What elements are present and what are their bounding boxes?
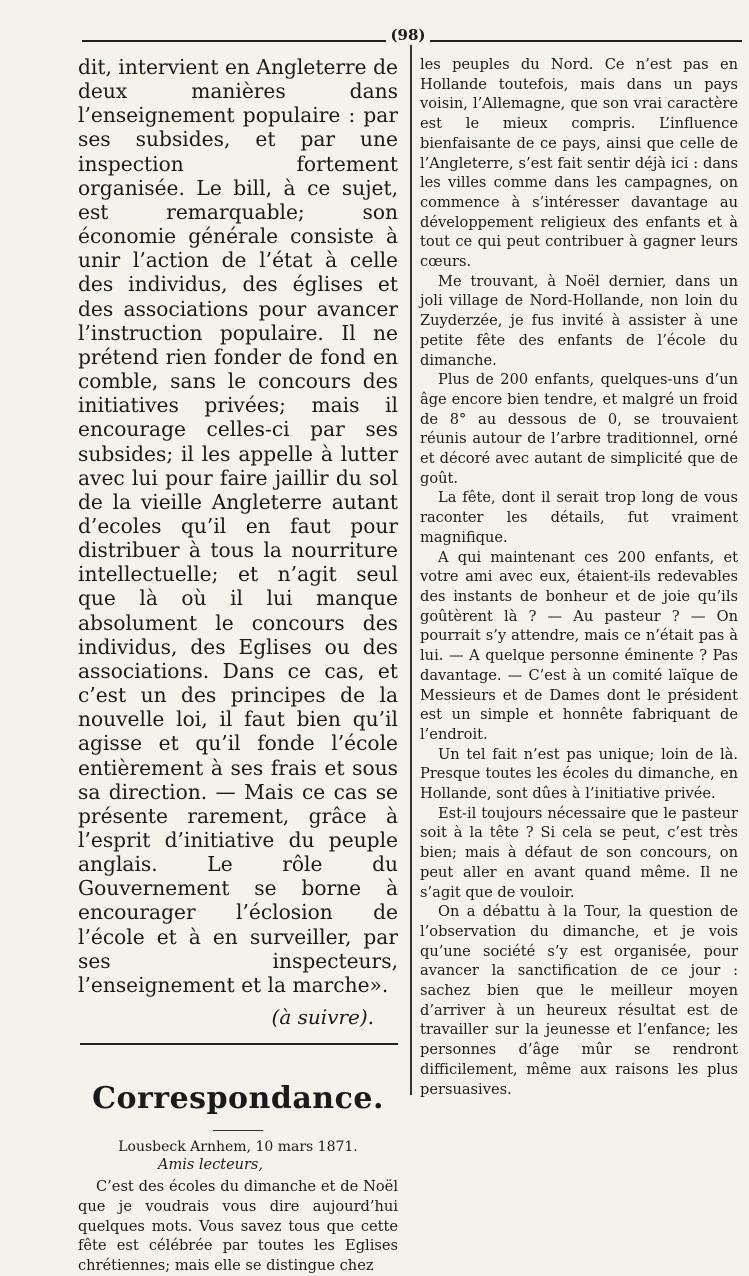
title-underline xyxy=(213,1130,263,1131)
letter-paragraph: Plus de 200 enfants, quelques-uns d’un âge encore bien tendre, et malgré un froid de 8° au dessous de 0, se trouvaient réunis autour de l’arbre traditionnel, orné et décoré avec autant de simplicité que de goût. xyxy=(420,371,738,487)
article-continuation-text: dit, intervient en Angleterre de deux manières dans l’enseignement populaire : par ses subsides, et par une inspection fortement organisée. Le bill, à ce sujet, est remarquable; son économie générale consiste à unir l’action de l’état à celle des individus, des églises et des associations pour avancer l’instruction populaire. Il ne prétend rien fonder de fond en comble, sans le concours des initiatives privées; mais il encourage celles-ci par ses subsides; il les appelle à lutter avec lui pour faire jaillir du sol de la vieille Angleterre autant d’ecoles qu’il en faut pour distribuer à tous la nourriture intellectuelle; et n’agit seul que là où il lui manque absolument le concours des individus, des Eglises ou des associations. Dans ce cas, et c’est un des principes de la nouvelle loi, il faut bien qu’il agisse et qu’il fonde l’école entièrement à ses frais et sous sa direction. — Mais ce cas se présente rarement, grâce à l’esprit d’initiative du peuple anglais. Le rôle du Gouvernement se borne à encourager l’éclosion de l’école et à en surveiller, par ses inspecteurs, l’enseignement et la marche». xyxy=(78,55,398,997)
letter-paragraph: Un tel fait n’est pas unique; loin de là. Presque toutes les écoles du dimanche, en Hollande, sont dûes à l’initiative privée. xyxy=(420,745,738,803)
column-divider xyxy=(410,45,412,1095)
page-number: (98) xyxy=(386,26,430,44)
right-column xyxy=(420,55,738,1099)
header-rule-left xyxy=(82,40,386,42)
letter-paragraph: les peuples du Nord. Ce n’est pas en Hollande toutefois, mais dans un pays voisin, l’Allemagne, que son vrai caractère est le mieux compris. L’influence bienfaisante de ce pays, ainsi que celle de l’Angleterre, s’est fait sentir déjà ici : dans les villes comme dans les campagnes, on commence à s’intéresser davantage au développement religieux des enfants et à tout ce qui peut contribuer à gagner leurs cœurs. xyxy=(420,56,738,271)
to-be-continued-note: (à suivre). xyxy=(271,1005,374,1030)
header-rule-right xyxy=(430,40,742,42)
section-title: Correspondance. xyxy=(92,1081,384,1117)
left-column xyxy=(78,55,398,1276)
letter-paragraph: A qui maintenant ces 200 enfants, et votre ami avec eux, étaient-ils redevables des instants de bonheur et de joie qu’ils goûtèrent là ? — Au pasteur ? — On pourrait s’y attendre, mais ce n’était pas à lui. — A quelque personne éminente ? Pas davantage. — C’est à un comité laïque de Messieurs et de Dames dont le président est un simple et honnête fabriquant de l’endroit. xyxy=(420,548,738,743)
section-separator xyxy=(80,1043,398,1045)
letter-salutation: Amis lecteurs, xyxy=(158,1157,263,1174)
letter-paragraph: Me trouvant, à Noël dernier, dans un joli village de Nord-Hollande, non loin du Zuyderzée, je fus invité à assister à une petite fête des enfants de l’école du dimanche. xyxy=(420,272,738,369)
letter-paragraph: Est-il toujours nécessaire que le pasteur soit à la tête ? Si cela se peut, c’est très bien; mais à défaut de son concours, on peut aller en avant quand même. Il ne s’agit que de vouloir. xyxy=(420,804,738,901)
letter-dateline: Lousbeck Arnhem, 10 mars 1871. xyxy=(118,1139,358,1156)
letter-opening-paragraph: C’est des écoles du dimanche et de Noël que je voudrais vous dire aujourd’hui quelques mots. Vous savez tous que cette fête est célébrée par toutes les Eglises chrétiennes; mais elle se distingue chez xyxy=(78,1178,398,1274)
letter-paragraph: On a débattu à la Tour, la question de l’observation du dimanche, et je vois qu’une société s’y est organisée, pour avancer la sanctification de ce jour : sachez bien que le meilleur moyen d’arriver à un heureux résultat est de travailler sur la jeunesse et l’enfance; les personnes d’âge mûr se rendront difficilement, même aux raisons les plus persuasives. xyxy=(420,903,738,1098)
letter-paragraph: La fête, dont il serait trop long de vous raconter les détails, fut vraiment magnifique. xyxy=(420,489,738,546)
